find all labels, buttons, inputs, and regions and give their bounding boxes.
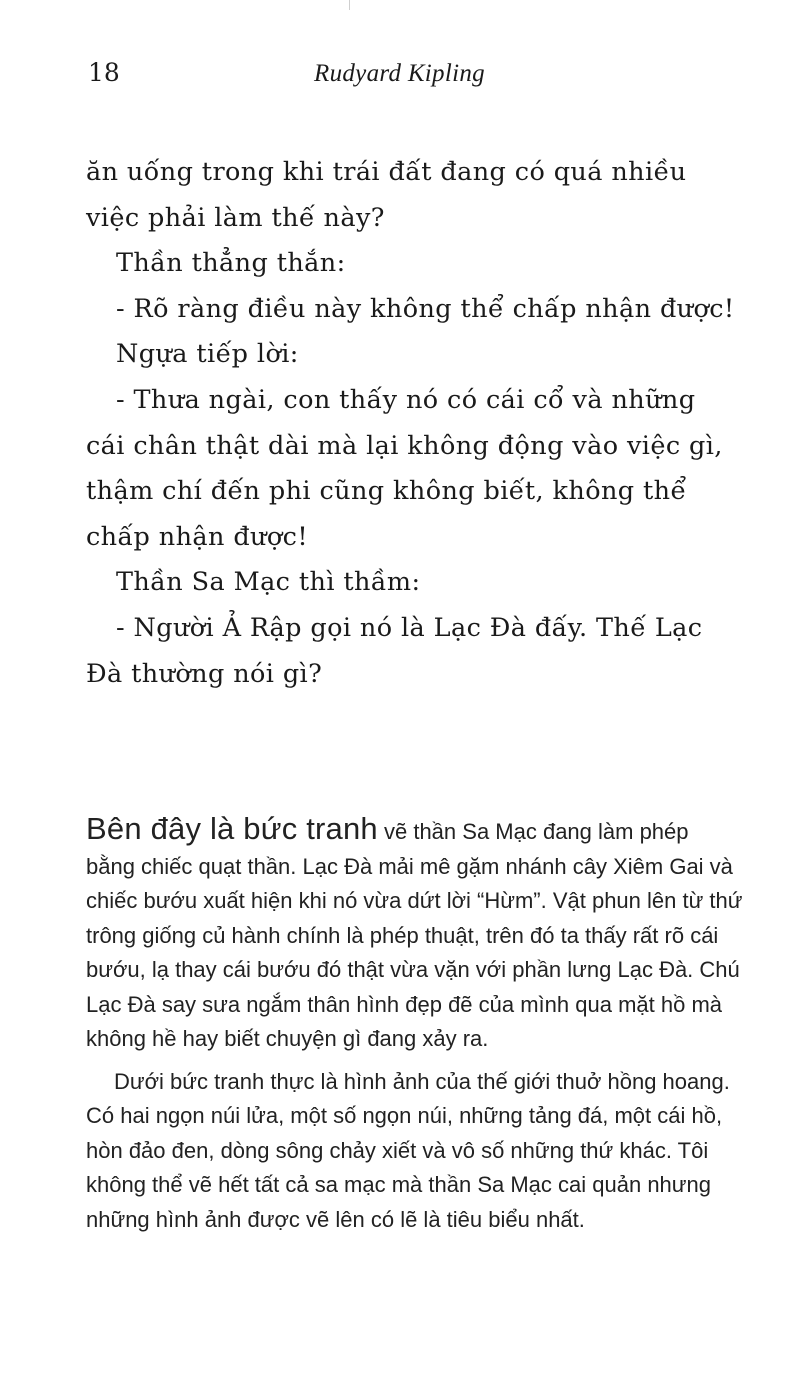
- page-number: 18: [88, 58, 120, 87]
- story-line: - Thưa ngài, con thấy nó có cái cổ và những: [116, 384, 696, 415]
- paragraph-gap: [86, 1057, 736, 1065]
- story-line: cái chân thật dài mà lại không động vào việc gì,: [86, 430, 723, 461]
- story-line: - Rõ ràng điều này không thể chấp nhận được!: [116, 293, 735, 324]
- story-line: việc phải làm thế này?: [86, 202, 385, 233]
- scan-mark: [349, 0, 350, 10]
- caption-line: không hề hay biết chuyện gì đang xảy ra.: [86, 1026, 489, 1051]
- caption-line: những hình ảnh được vẽ lên có lẽ là tiêu biểu nhất.: [86, 1206, 585, 1232]
- story-line: ăn uống trong khi trái đất đang có quá nhiều: [86, 157, 687, 187]
- caption-line: không thể vẽ hết tất cả sa mạc mà thần Sa Mạc cai quản nhưng: [86, 1172, 711, 1197]
- caption-line: hòn đảo đen, dòng sông chảy xiết và vô số những thứ khác. Tôi: [86, 1137, 709, 1163]
- story-line: - Người Ả Rập gọi nó là Lạc Đà đấy. Thế Lạc: [116, 612, 703, 643]
- caption-line: Có hai ngọn núi lửa, một số ngọn núi, những tảng đá, một cái hồ,: [86, 1103, 723, 1128]
- caption-line: trông giống củ hành chính là phép thuật, trên đó ta thấy rất rõ cái: [86, 922, 719, 948]
- story-line: thậm chí đến phi cũng không biết, không thể: [86, 476, 687, 507]
- story-text: [86, 150, 736, 697]
- story-line: chấp nhận được!: [86, 521, 308, 552]
- caption-line: Dưới bức tranh thực là hình ảnh của thế giới thuở hồng hoang.: [114, 1068, 730, 1094]
- caption-first-line: [86, 812, 736, 850]
- caption-line: chiếc bướu xuất hiện khi nó vừa dứt lời “Hừm”. Vật phun lên từ thứ: [86, 888, 743, 913]
- page-header: [88, 58, 728, 98]
- illustration-caption: [86, 811, 743, 1237]
- story-line: Thần Sa Mạc thì thầm:: [116, 567, 421, 598]
- story-line: Thần thẳng thắn:: [116, 248, 346, 279]
- running-title: Rudyard Kipling: [314, 60, 485, 87]
- caption-line: Lạc Đà say sưa ngắm thân hình đẹp đẽ của mình qua mặt hồ mà: [86, 991, 723, 1017]
- story-line: Ngựa tiếp lời:: [116, 339, 299, 370]
- caption-lead-rest: vẽ thần Sa Mạc đang làm phép: [377, 819, 689, 844]
- caption-lead: Bên đây là bức tranh: [86, 811, 378, 846]
- caption-line: bướu, lạ thay cái bướu đó thật vừa vặn với phần lưng Lạc Đà. Chú: [86, 957, 740, 982]
- story-line: Đà thường nói gì?: [86, 658, 323, 689]
- caption-line: bằng chiếc quạt thần. Lạc Đà mải mê gặm nhánh cây Xiêm Gai và: [86, 853, 733, 879]
